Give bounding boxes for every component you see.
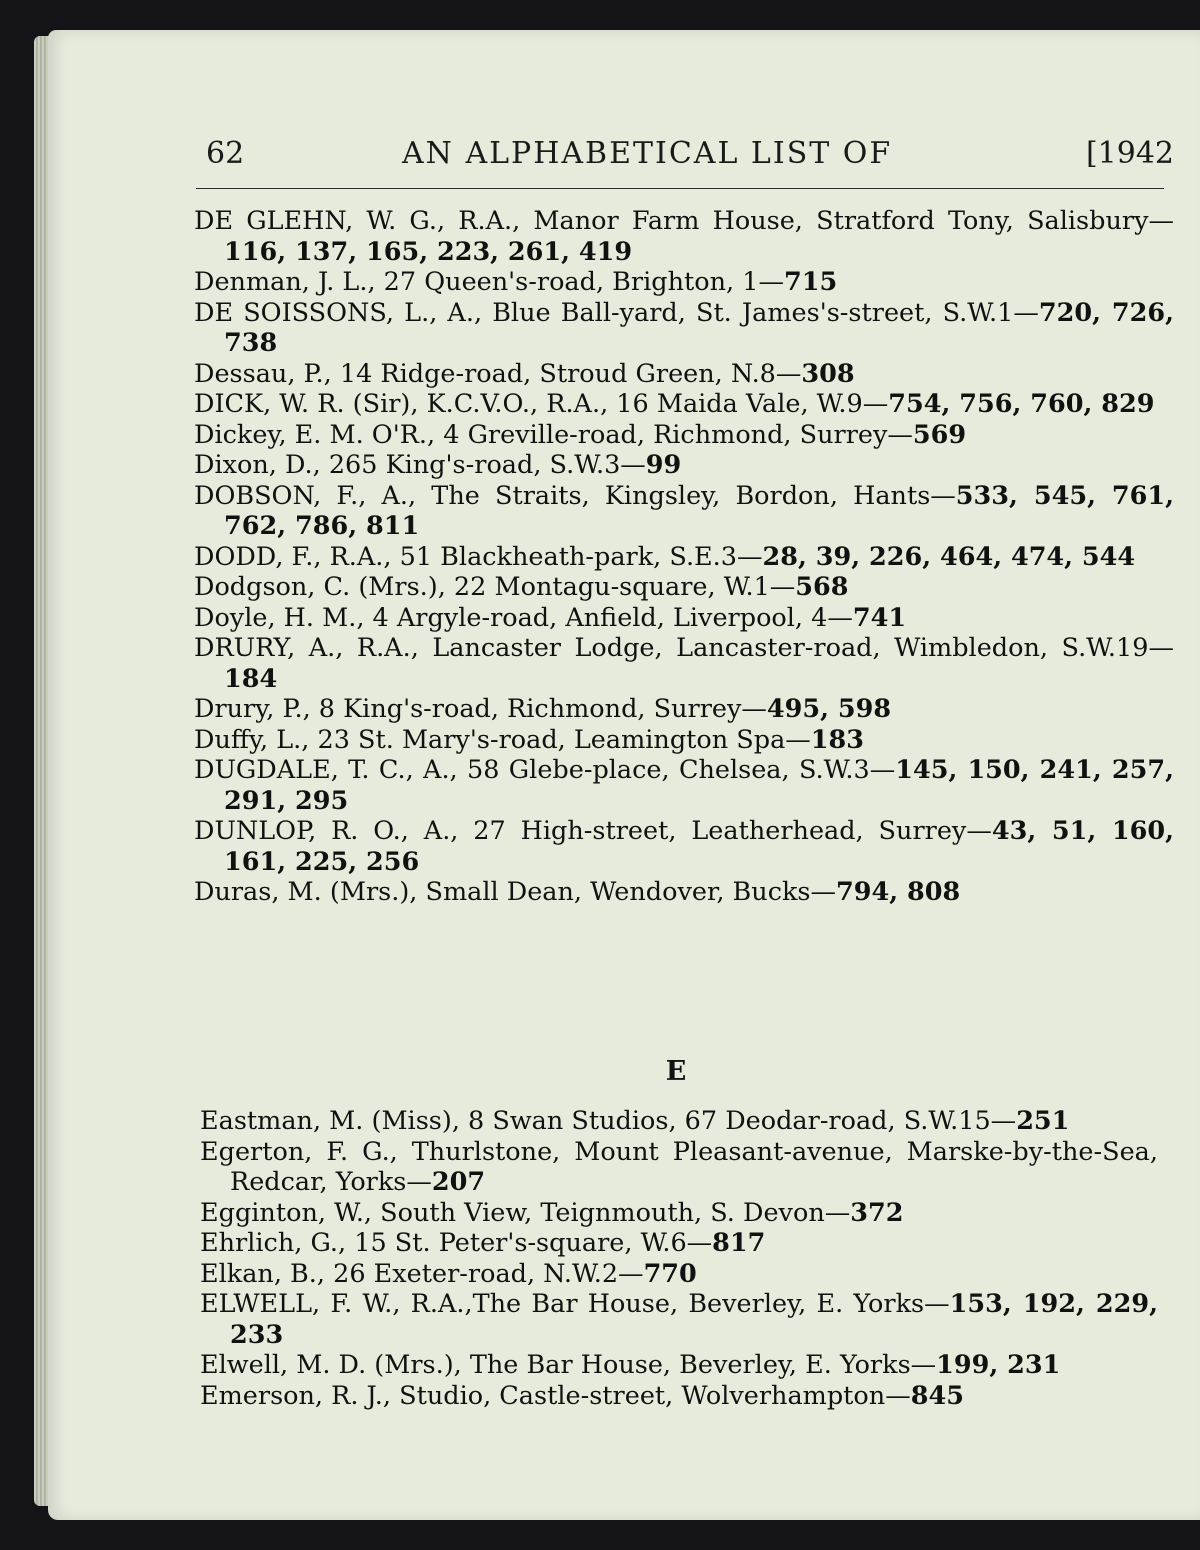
- entry-numbers: 715: [783, 267, 838, 297]
- entry-numbers: 533, 545, 761, 762, 786, 811: [224, 480, 1174, 541]
- list-entry: [194, 298, 1174, 359]
- entry-numbers: 28, 39, 226, 464, 474, 544: [762, 541, 1136, 572]
- entry-text: Dixon, D., 265 King's-road, S.W.3—: [194, 450, 646, 480]
- entry-text: Emerson, R. J., Studio, Castle-street, Wolverhampton—: [200, 1380, 911, 1411]
- list-entry: [194, 389, 1174, 420]
- entry-text: ELWELL, F. W., R.A.,The Bar House, Beverley, E. Yorks—: [200, 1289, 950, 1319]
- entry-text: DE GLEHN, W. G., R.A., Manor Farm House, Stratford Tony, Salisbury—: [194, 206, 1174, 236]
- entries-e-list: [200, 1106, 1158, 1411]
- entry-text: DUGDALE, T. C., A., 58 Glebe-place, Chelsea, S.W.3—: [194, 755, 896, 785]
- entry-numbers: 251: [1016, 1106, 1070, 1136]
- entry-text: Egerton, F. G., Thurlstone, Mount Pleasant-avenue, Marske-by-the-Sea, Redcar, Yorks—: [200, 1136, 1158, 1197]
- entry-text: Elkan, B., 26 Exeter-road, N.W.2—: [200, 1258, 644, 1289]
- page-title: AN ALPHABETICAL LIST OF: [402, 136, 893, 171]
- entry-numbers: 99: [645, 450, 682, 480]
- entry-numbers: 569: [912, 419, 967, 450]
- entry-numbers: 568: [795, 572, 849, 602]
- entry-text: Eastman, M. (Miss), 8 Swan Studios, 67 Deodar-road, S.W.15—: [200, 1106, 1017, 1136]
- entry-numbers: 794, 808: [836, 877, 961, 907]
- entry-text: Egginton, W., South View, Teignmouth, S. Devon—: [200, 1197, 851, 1228]
- entry-numbers: 145, 150, 241, 257, 291, 295: [224, 755, 1174, 816]
- entry-numbers: 741: [852, 602, 907, 633]
- page-header: [206, 132, 1174, 176]
- list-entry: [194, 481, 1174, 542]
- entry-numbers: 770: [643, 1258, 697, 1289]
- header-rule: [196, 188, 1164, 189]
- entry-numbers: 754, 756, 760, 829: [888, 389, 1155, 419]
- entry-numbers: 845: [910, 1380, 964, 1411]
- entry-text: DOBSON, F., A., The Straits, Kingsley, Bordon, Hants—: [194, 480, 956, 511]
- list-entry: [194, 267, 1174, 298]
- list-entry: [200, 1106, 1158, 1137]
- year-label: [1942: [1085, 136, 1174, 171]
- list-entry: [200, 1259, 1158, 1290]
- list-entry: [194, 603, 1174, 634]
- list-entry: [200, 1289, 1158, 1350]
- list-entry: [194, 816, 1174, 877]
- section-letter: E: [665, 1056, 687, 1087]
- list-entry: [194, 359, 1174, 390]
- entry-text: Duras, M. (Mrs.), Small Dean, Wendover, Bucks—: [194, 877, 837, 907]
- entry-numbers: 116, 137, 165, 223, 261, 419: [224, 236, 633, 267]
- entry-text: Elwell, M. D. (Mrs.), The Bar House, Beverley, E. Yorks—: [200, 1350, 937, 1380]
- entry-numbers: 199, 231: [936, 1350, 1061, 1380]
- list-entry: [194, 450, 1174, 481]
- entry-numbers: 184: [224, 663, 278, 694]
- entry-text: DICK, W. R. (Sir), K.C.V.O., R.A., 16 Maida Vale, W.9—: [194, 389, 889, 419]
- list-entry: [194, 633, 1174, 694]
- list-entry: [194, 694, 1174, 725]
- entry-text: Ehrlich, G., 15 St. Peter's-square, W.6—: [200, 1228, 713, 1258]
- list-entry: [194, 420, 1174, 451]
- entry-text: Doyle, H. M., 4 Argyle-road, Anfield, Liverpool, 4—: [194, 602, 853, 633]
- list-entry: [194, 755, 1174, 816]
- list-entry: [194, 206, 1174, 267]
- list-entry: [194, 877, 1174, 908]
- entry-text: Drury, P., 8 King's-road, Richmond, Surrey—: [194, 694, 767, 724]
- entry-numbers: 43, 51, 160, 161, 225, 256: [224, 816, 1174, 877]
- page-number: 62: [206, 136, 245, 171]
- list-entry: [200, 1381, 1158, 1412]
- list-entry: [194, 542, 1174, 573]
- entry-text: Dickey, E. M. O'R., 4 Greville-road, Richmond, Surrey—: [194, 419, 913, 450]
- entry-text: Dessau, P., 14 Ridge-road, Stroud Green, N.8—: [194, 358, 802, 389]
- entry-numbers: 372: [850, 1197, 904, 1228]
- list-entry: [200, 1228, 1158, 1259]
- list-entry: [194, 725, 1174, 756]
- entry-text: Duffy, L., 23 St. Mary's-road, Leamington Spa—: [194, 724, 811, 755]
- list-entry: [200, 1350, 1158, 1381]
- entry-text: DRURY, A., R.A., Lancaster Lodge, Lancaster-road, Wimbledon, S.W.19—: [194, 633, 1174, 663]
- list-entry: [194, 572, 1174, 603]
- entry-numbers: 817: [712, 1228, 766, 1258]
- entries-d-list: [194, 206, 1174, 908]
- entry-numbers: 720, 726, 738: [224, 297, 1174, 358]
- entry-text: DODD, F., R.A., 51 Blackheath-park, S.E.3—: [194, 541, 763, 572]
- entry-numbers: 495, 598: [766, 694, 892, 724]
- entry-text: DE SOISSONS, L., A., Blue Ball-yard, St. James's-street, S.W.1—: [194, 297, 1039, 328]
- entry-numbers: 308: [801, 358, 855, 389]
- list-entry: [200, 1198, 1158, 1229]
- entry-text: Dodgson, C. (Mrs.), 22 Montagu-square, W.1—: [194, 572, 796, 602]
- entry-text: DUNLOP, R. O., A., 27 High-street, Leatherhead, Surrey—: [194, 816, 992, 846]
- entry-numbers: 207: [431, 1167, 486, 1197]
- entry-text: Denman, J. L., 27 Queen's-road, Brighton, 1—: [194, 267, 784, 297]
- list-entry: [200, 1137, 1158, 1198]
- entry-numbers: 183: [810, 724, 865, 755]
- entry-numbers: 153, 192, 229, 233: [230, 1289, 1159, 1350]
